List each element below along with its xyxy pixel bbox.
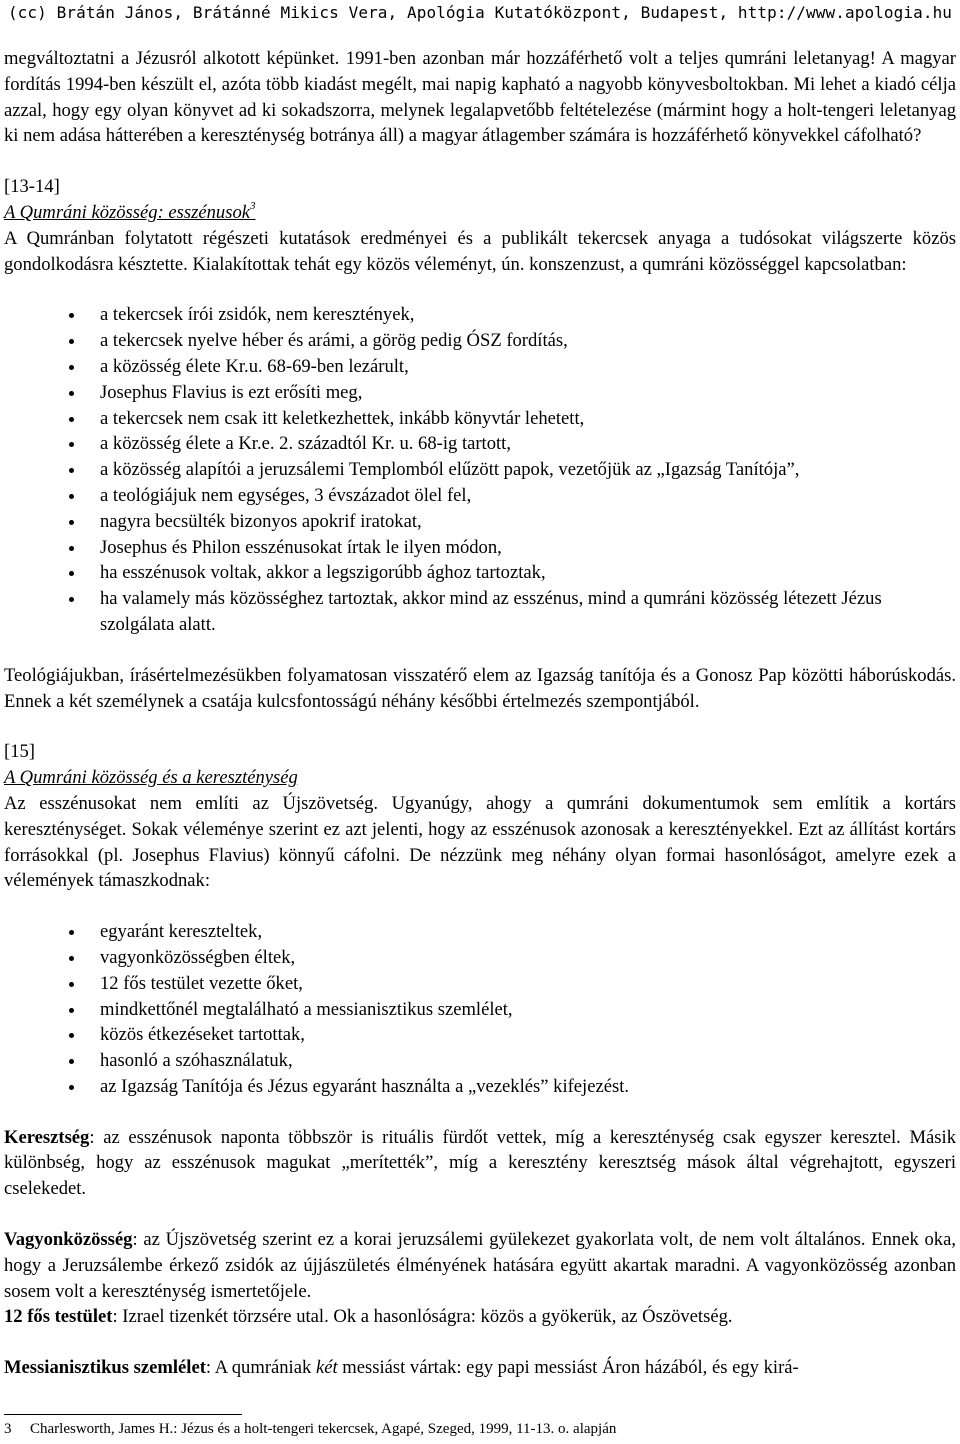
section-paragraph: A Qumránban folytatott régészeti kutatások eredményei és a publikált tekercsek anyaga a tudósokat világszerte közös gondolkodásra késztette. Kialakítottak tehát egy közös véleményt, ún. konszenzust, a qumráni közösséggel kapcsolatban: xyxy=(4,227,956,275)
footnote xyxy=(4,1418,616,1440)
bullet-icon xyxy=(69,391,74,396)
list-item: a teológiájuk nem egységes, 3 évszázadot ölel fel, xyxy=(4,483,956,509)
emphasis-text: két xyxy=(315,1357,338,1379)
list-item: a közösség élete Kr.u. 68-69-ben lezárult, xyxy=(4,354,956,380)
section-title xyxy=(4,200,956,226)
section-number: [13-14] xyxy=(4,176,60,198)
bullet-icon xyxy=(69,1008,74,1013)
bullet-icon xyxy=(69,520,74,525)
list-item: 12 fős testület vezette őket, xyxy=(4,971,956,997)
list-item: Josephus és Philon esszénusokat írtak le ilyen módon, xyxy=(4,535,956,561)
footnote-number: 3 xyxy=(4,1421,12,1437)
list-item: a tekercsek írói zsidók, nem keresztények, xyxy=(4,302,956,328)
bullet-icon xyxy=(69,468,74,473)
list-item: egyaránt kereszteltek, xyxy=(4,919,956,945)
list-item: hasonló a szóhasználatuk, xyxy=(4,1048,956,1074)
bullet-icon xyxy=(69,546,74,551)
list-item: ha valamely más közösséghez tartoztak, akkor mind az esszénus, mind a qumráni közösség létezett Jézus szolgálata alatt. xyxy=(4,586,956,638)
bullet-icon xyxy=(69,442,74,447)
bullet-icon xyxy=(69,494,74,499)
term-keresztseg: Keresztség xyxy=(4,1126,90,1148)
list-item: közös étkezéseket tartottak, xyxy=(4,1022,956,1048)
list-item: ha esszénusok voltak, akkor a legszigorúbb ághoz tartoztak, xyxy=(4,560,956,586)
section-closing-paragraph: Teológiájukban, írásértelmezésükben folyamatosan visszatérő elem az Igazság tanítója és a Gonosz Pap közötti háborúskodás. Ennek a két személynek a csatája kulcsfontosságú néhány későbbi értelmezés szempontjából. xyxy=(4,664,956,712)
bullet-icon xyxy=(69,982,74,987)
section-title-text: A Qumráni közösség: esszénusok xyxy=(4,201,251,223)
page-header: (cc) Brátán János, Brátánné Mikics Vera, Apológia Kutatóközpont, Budapest, http://www.apologia.hu xyxy=(7,3,953,22)
term-vagyonkozosseg: Vagyonközösség xyxy=(4,1229,133,1251)
list-item: az Igazság Tanítója és Jézus egyaránt használta a „vezeklés” kifejezést. xyxy=(4,1074,956,1100)
list-item: Josephus Flavius is ezt erősíti meg, xyxy=(4,380,956,406)
term-messianisztikus: Messianisztikus szemlélet xyxy=(4,1357,206,1379)
footnote-ref: 3 xyxy=(250,199,256,212)
bullet-icon xyxy=(69,339,74,344)
section-number: [15] xyxy=(4,741,35,763)
bullet-icon xyxy=(69,956,74,961)
keresztseg-paragraph: Keresztség: az esszénusok naponta többször is rituális fürdőt vettek, míg a kereszténység csak egyszer keresztel. Másik különbség, hogy az esszénusok magukat „merítették”, míg a keresztény keresztség mások által végrehajtott, egyszeri cselekedet. xyxy=(4,1126,956,1200)
section-title xyxy=(4,765,956,791)
list-item: mindkettőnél megtalálható a messianisztikus szemlélet, xyxy=(4,997,956,1023)
bullet-icon xyxy=(69,365,74,370)
bullet-icon xyxy=(69,597,74,602)
section-title-text: A Qumráni közösség és a kereszténység xyxy=(4,767,298,789)
section-qumran-community xyxy=(4,174,956,714)
footnote-divider xyxy=(4,1414,242,1415)
bullet-icon xyxy=(69,417,74,422)
bullet-icon xyxy=(69,930,74,935)
section-paragraph: Az esszénusokat nem említi az Újszövetség. Ugyanúgy, ahogy a qumráni dokumentumok sem említik a kortárs kereszténységet. Sokak véleménye szerint ez azt jelenti, hogy az esszénusok azonosak a keresztényekkel. Ezt az állítást kortárs forrásokkal (pl. Josephus Flavius) könnyű cáfolni. De nézzünk meg néhány olyan formai hasonlóságot, amelyre ezek a vélemények támaszkodnak: xyxy=(4,792,956,892)
term-testulet: 12 fős testület xyxy=(4,1306,113,1328)
bullet-icon xyxy=(69,313,74,318)
section-qumran-christianity xyxy=(4,739,956,1381)
bullet-icon xyxy=(69,571,74,576)
list-item: nagyra becsülték bizonyos apokrif iratokat, xyxy=(4,509,956,535)
bullet-icon xyxy=(69,1085,74,1090)
list-item: vagyonközösségben éltek, xyxy=(4,945,956,971)
bullet-icon xyxy=(69,1059,74,1064)
messianisztikus-paragraph: Messianisztikus szemlélet: A qumrániak két messiást vártak: egy papi messiást Áron házából, és egy kirá- xyxy=(4,1357,799,1379)
list-item: a közösség alapítói a jeruzsálemi Templomból elűzött papok, vezetőjük az „Igazság Tanítója”, xyxy=(4,457,956,483)
bullet-icon xyxy=(69,1033,74,1038)
document-body xyxy=(4,46,956,1381)
list-item: a tekercsek nyelve héber és arámi, a görög pedig ÓSZ fordítás, xyxy=(4,328,956,354)
list-item: a közösség élete a Kr.e. 2. századtól Kr. u. 68-ig tartott, xyxy=(4,431,956,457)
consensus-list xyxy=(4,302,956,637)
list-item: a tekercsek nem csak itt keletkezhettek, inkább könyvtár lehetett, xyxy=(4,406,956,432)
footnote-text: Charlesworth, James H.: Jézus és a holt-tengeri tekercsek, Agapé, Szeged, 1999, 11-13. o. alapján xyxy=(30,1421,617,1437)
intro-paragraph: megváltoztatni a Jézusról alkotott képünket. 1991-ben azonban már hozzáférhető volt a teljes qumráni leletanyag! A magyar fordítás 1994-ben készült el, azóta több kiadást megélt, mai napig kapható a nagyobb könyvesboltokban. Mi lehet a kiadó célja azzal, hogy egy olyan könyvet ad ki sokadszorra, melynek legalapvetőbb feltételezése (mármint hogy a holt-tengeri leletanyag ki nem adása hátterében a kereszténység botránya áll) a magyar átlagember számára is hozzáférhető könyvekkel cáfolható? xyxy=(4,48,956,147)
similarities-list xyxy=(4,919,956,1100)
testulet-paragraph: 12 fős testület: Izrael tizenkét törzsére utal. Ok a hasonlóságra: közös a gyökerük, az Ószövetség. xyxy=(4,1306,733,1328)
vagyonkozosseg-paragraph: Vagyonközösség: az Újszövetség szerint ez a korai jeruzsálemi gyülekezet gyakorlata volt, de nem volt általános. Ennek oka, hogy a Jeruzsálembe érkező zsidók az újjászületés élményének hatására együtt akartak maradni. A vagyonközösség azonban sosem volt a kereszténység ismertetőjele. xyxy=(4,1229,956,1302)
